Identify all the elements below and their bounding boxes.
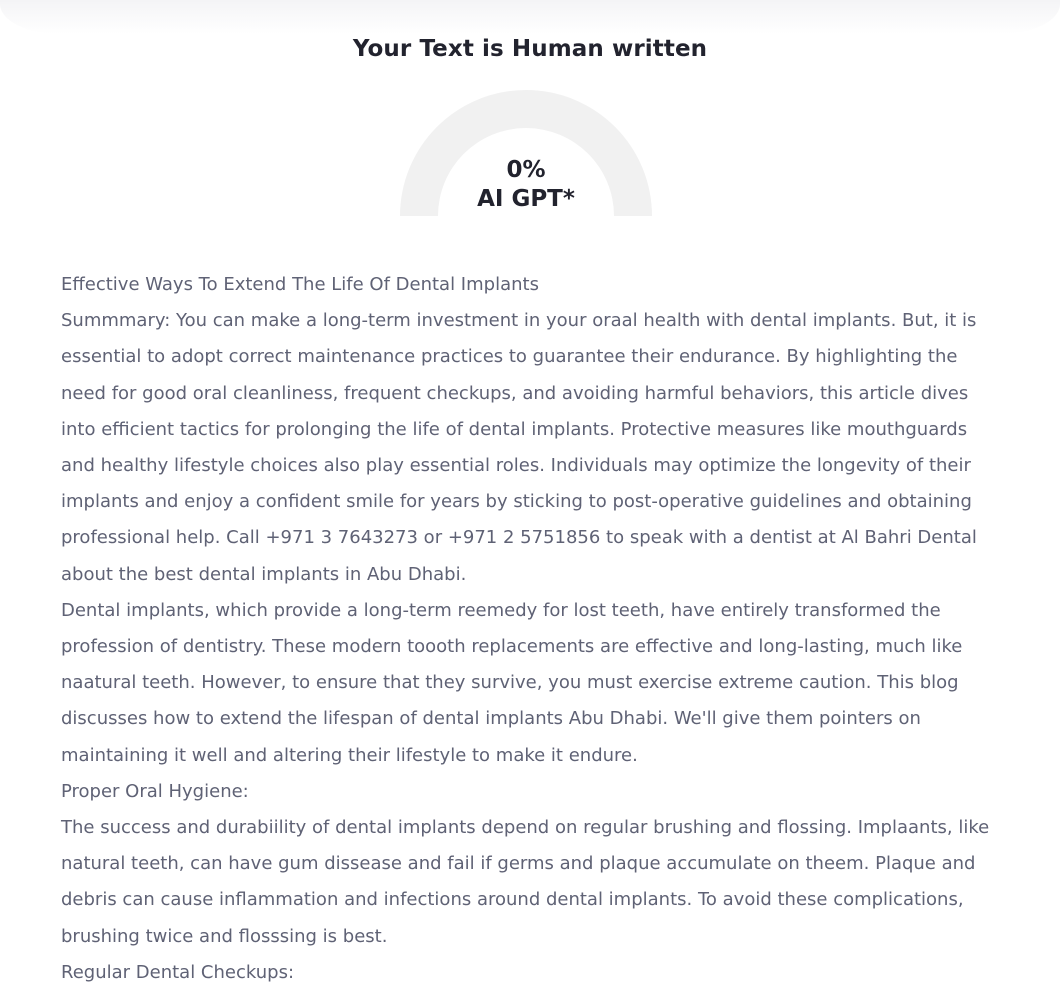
top-card-edge (0, 0, 1060, 34)
gauge-label: AI GPT* (477, 186, 575, 212)
text-paragraph: Dental implants, which provide a long-term reemedy for lost teeth, have entirely transformed the profession of dentistry. These modern toooth replacements are effective and long-lasting, much like naatural teeth. However, to ensure that they survive, you must exercise extreme caution. This blog discusses how to extend the lifespan of dental implants Abu Dhabi. We'll give them pointers on maintaining it well and altering their lifestyle to make it endure. (61, 599, 963, 766)
text-paragraph: Effective Ways To Extend The Life Of Dental Implants (61, 274, 539, 295)
ai-score-gauge (400, 90, 652, 216)
text-paragraph: Regular Dental Checkups: (61, 961, 295, 982)
result-title: Your Text is Human written (352, 36, 708, 62)
analyzed-text (61, 267, 991, 982)
text-paragraph: Summmary: You can make a long-term investment in your oraal health with dental implants. But, it is essential to adopt correct maintenance practices to guarantee their endurance. By highlighting the need for good oral cleanliness, frequent checkups, and avoiding harmful behaviors, this article dives into efficient tactics for prolonging the life of dental implants. Protective measures like mouthguards and healthy lifestyle choices also play essential roles. Individuals may optimize the longevity of their implants and enjoy a confident smile for years by sticking to post-operative guidelines and obtaining professional help. Call +971 3 7643273 or +971 2 5751856 to speak with a dentist at Al Bahri Dental about the best dental implants in Abu Dhabi. (61, 310, 977, 585)
text-paragraph: Proper Oral Hygiene: (61, 780, 249, 802)
text-paragraph: The success and durabiility of dental implants depend on regular brushing and flossing. Implaants, like natural teeth, can have gum dissease and fail if germs and plaque accumulate on theem. Plaque and debris can cause inflammation and infections around dental implants. To avoid these complications, brushing twice and flosssing is best. (61, 817, 990, 947)
gauge-percentage: 0% (506, 157, 546, 183)
